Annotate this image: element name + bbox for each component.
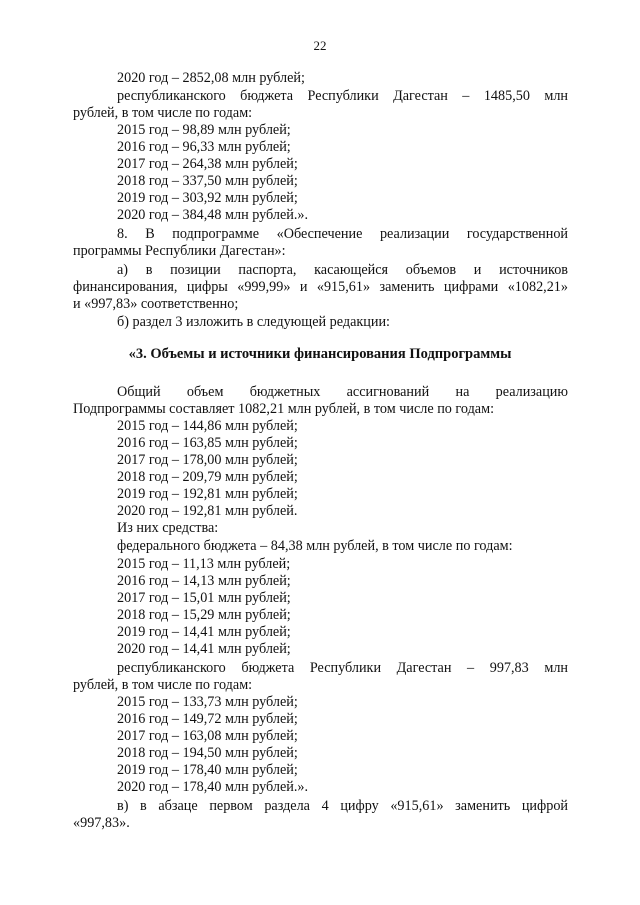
list-item: 2018 год – 337,50 млн рублей; <box>117 173 298 189</box>
text-line: Общий объем бюджетных ассигнований на реализацию <box>117 384 568 400</box>
page-number: 22 <box>313 38 327 53</box>
list-item: 2017 год – 178,00 млн рублей; <box>117 452 298 468</box>
text-line: республиканского бюджета Республики Дагестан – 1485,50 млн <box>117 88 568 104</box>
section-title: «3. Объемы и источники финансирования Подпрограммы <box>128 346 512 362</box>
text-line: 8. В подпрограмме «Обеспечение реализации государственной <box>117 226 568 242</box>
text-line: республиканского бюджета Республики Дагестан – 997,83 млн <box>117 660 568 676</box>
list-item: 2018 год – 194,50 млн рублей; <box>117 745 298 761</box>
text-line: Из них средства: <box>117 520 219 536</box>
text-line: «997,83». <box>73 815 130 831</box>
list-item: 2016 год – 14,13 млн рублей; <box>117 573 291 589</box>
list-item: 2015 год – 133,73 млн рублей; <box>117 694 298 710</box>
text-line: рублей, в том числе по годам: <box>73 677 253 693</box>
list-item: 2018 год – 15,29 млн рублей; <box>117 607 291 623</box>
text-line: рублей, в том числе по годам: <box>73 105 253 121</box>
text-line: в) в абзаце первом раздела 4 цифру «915,61» заменить цифрой <box>117 798 568 814</box>
list-item: 2016 год – 96,33 млн рублей; <box>117 139 291 155</box>
text-line: а) в позиции паспорта, касающейся объемов и источников <box>117 262 568 278</box>
list-item: 2020 год – 384,48 млн рублей.». <box>117 207 309 223</box>
list-item: 2015 год – 11,13 млн рублей; <box>117 556 291 572</box>
text-line: федерального бюджета – 84,38 млн рублей, в том числе по годам: <box>117 538 513 554</box>
text-line: Подпрограммы составляет 1082,21 млн рублей, в том числе по годам: <box>73 401 495 417</box>
list-item: 2019 год – 14,41 млн рублей; <box>117 624 291 640</box>
list-item: 2015 год – 98,89 млн рублей; <box>117 122 291 138</box>
list-item: 2016 год – 149,72 млн рублей; <box>117 711 298 727</box>
list-item: 2018 год – 209,79 млн рублей; <box>117 469 298 485</box>
list-item: 2019 год – 192,81 млн рублей; <box>117 486 298 502</box>
text-line: 2020 год – 2852,08 млн рублей; <box>117 70 305 86</box>
list-item: 2015 год – 144,86 млн рублей; <box>117 418 298 434</box>
list-item: 2017 год – 163,08 млн рублей; <box>117 728 298 744</box>
text-line: программы Республики Дагестан»: <box>73 243 286 259</box>
list-item: 2020 год – 14,41 млн рублей; <box>117 641 291 657</box>
text-line: и «997,83» соответственно; <box>73 296 239 312</box>
list-item: 2020 год – 178,40 млн рублей.». <box>117 779 309 795</box>
text-line: финансирования, цифры «999,99» и «915,61» заменить цифрами «1082,21» <box>73 279 568 295</box>
list-item: 2019 год – 303,92 млн рублей; <box>117 190 298 206</box>
list-item: 2019 год – 178,40 млн рублей; <box>117 762 298 778</box>
text-line: б) раздел 3 изложить в следующей редакции: <box>117 314 390 330</box>
list-item: 2016 год – 163,85 млн рублей; <box>117 435 298 451</box>
list-item: 2020 год – 192,81 млн рублей. <box>117 503 298 519</box>
list-item: 2017 год – 264,38 млн рублей; <box>117 156 298 172</box>
list-item: 2017 год – 15,01 млн рублей; <box>117 590 291 606</box>
